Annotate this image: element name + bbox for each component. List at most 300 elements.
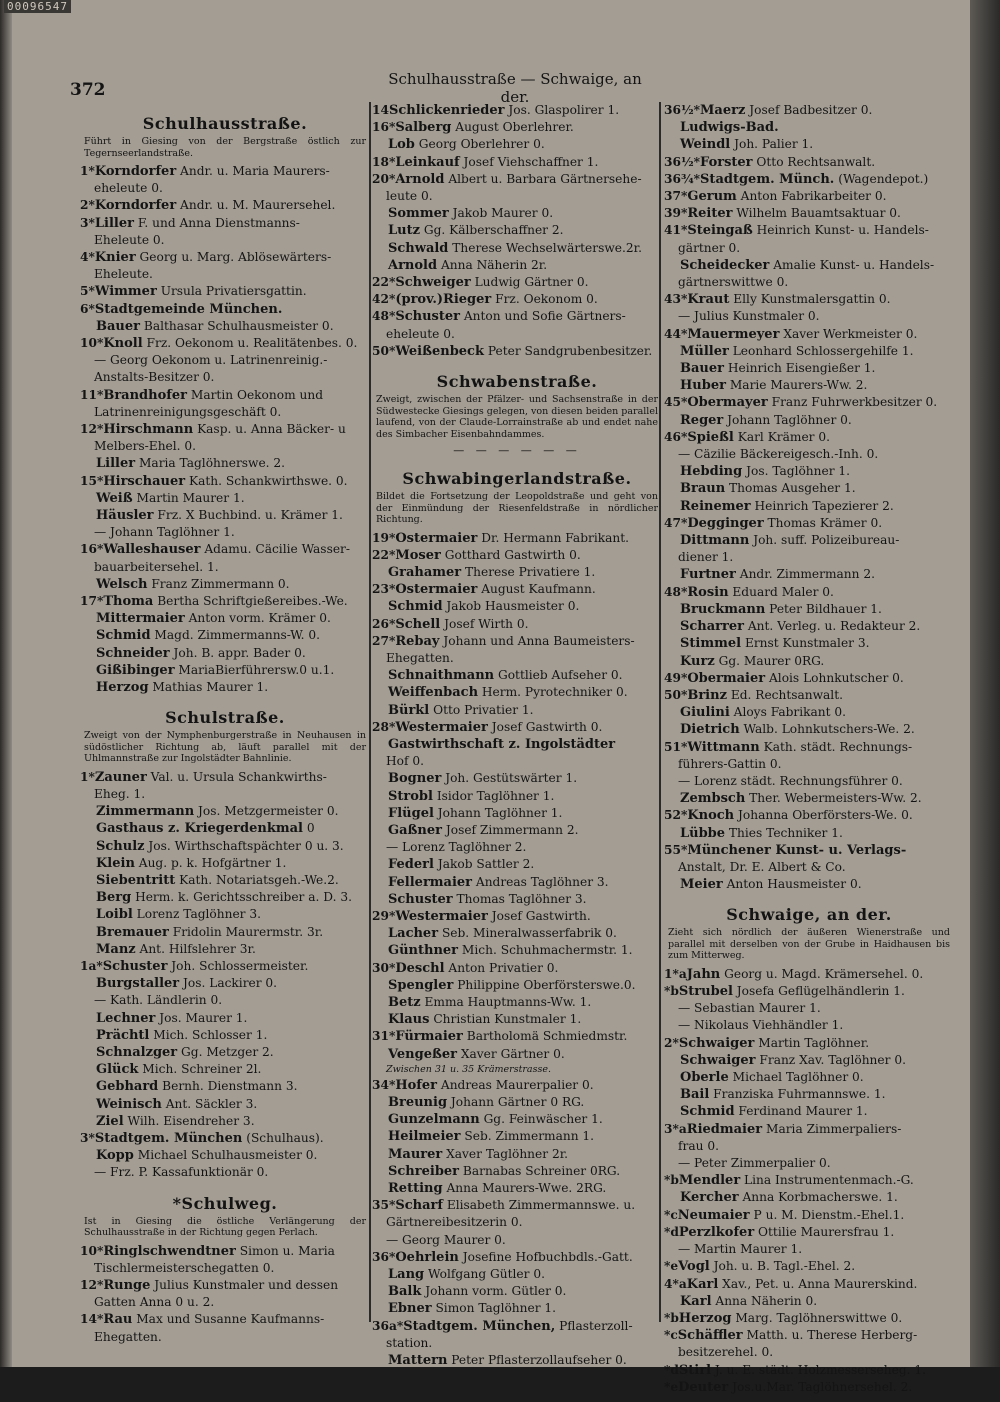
directory-entry <box>80 679 370 696</box>
resident-details: Michael Taglöhner 0. <box>732 1070 864 1085</box>
directory-entry <box>80 1061 370 1078</box>
directory-entry <box>664 429 954 446</box>
resident-details: Johann vorm. Gütler 0. <box>425 1284 567 1299</box>
directory-entry <box>372 598 662 615</box>
resident-name: Hirschauer <box>103 473 186 489</box>
resident-details: Michael Schulhausmeister 0. <box>137 1148 318 1163</box>
directory-entry <box>372 805 662 822</box>
directory-entry <box>80 1044 370 1061</box>
entry-continuation: — Peter Zimmerpalier 0. <box>678 1156 831 1171</box>
resident-name: Ostermaier <box>395 582 478 598</box>
house-number: 26* <box>372 616 396 631</box>
resident-name: Welsch <box>96 576 148 592</box>
directory-entry <box>372 702 662 719</box>
resident-details: Eduard Maler 0. <box>732 584 834 599</box>
resident-details: Anton Fabrikarbeiter 0. <box>740 189 887 204</box>
entry-continuation: Tischlermeisterschegatten 0. <box>94 1260 275 1275</box>
directory-entry <box>664 102 954 119</box>
column-1 <box>80 102 370 1352</box>
resident-details: Josef Gastwirth. <box>491 909 591 924</box>
resident-details: Anton Hausmeister 0. <box>726 877 862 892</box>
resident-details: Xaver Werkmeister 0. <box>783 326 918 341</box>
directory-entry <box>664 807 954 824</box>
resident-name: Bauer <box>680 361 724 377</box>
resident-name: Brandhofer <box>103 387 187 403</box>
resident-name: Müller <box>680 343 729 359</box>
resident-name: Schuster <box>395 309 460 325</box>
resident-details: Christian Kunstmaler 1. <box>433 1012 582 1027</box>
house-number: 39* <box>664 206 688 221</box>
house-number: *d <box>664 1224 679 1239</box>
resident-details: Ernst Kunstmaler 3. <box>744 636 870 651</box>
resident-name: Ebner <box>388 1301 432 1317</box>
street-description: Ist in Giesing die östliche Verlängerung der Schulhausstraße in der Richtung gegen Perlach. <box>84 1215 366 1239</box>
resident-details: Frz. X Buchbind. u. Krämer 1. <box>157 508 343 523</box>
directory-entry <box>80 490 370 507</box>
resident-name: Reger <box>680 412 724 428</box>
resident-name: Reinemer <box>680 498 751 514</box>
directory-entry <box>372 1077 662 1094</box>
resident-details: Johann Taglöhner 0. <box>727 412 852 427</box>
directory-entry <box>80 541 370 558</box>
resident-details: Gg. Feinwäscher 1. <box>483 1112 603 1127</box>
directory-entry <box>664 205 954 222</box>
resident-name: Leinkauf <box>395 154 460 170</box>
resident-details: Andreas Taglöhner 3. <box>475 874 609 889</box>
resident-name: Moser <box>395 547 441 563</box>
entry-continuation: Eheg. 1. <box>94 787 146 801</box>
resident-details: Frz. Oekonom u. Realitätenbes. 0. <box>146 336 358 351</box>
resident-details: Georg Oberlehrer 0. <box>418 137 545 152</box>
entry-continuation: Gatten Anna 0 u. 2. <box>94 1295 215 1310</box>
house-number: 55* <box>664 842 688 857</box>
street-description: Bildet die Fortsetzung der Leopoldstraße und geht von der Einmündung der Riesenfeldstraße in nördlicher Richtung. <box>376 491 658 526</box>
entry-continuation: Ehegatten. <box>94 1329 162 1344</box>
resident-details: Philippine Oberförsterswe.0. <box>457 977 636 992</box>
house-number: 4*a <box>664 1276 687 1291</box>
directory-entry <box>664 584 954 601</box>
house-number: 41* <box>664 223 688 238</box>
resident-name: Stadtgem. Münch. <box>700 171 835 187</box>
directory-entry <box>80 1243 370 1260</box>
resident-details: Walb. Lohnkutschers-We. 2. <box>743 722 915 737</box>
directory-entry <box>80 872 370 889</box>
directory-entry <box>80 1078 370 1095</box>
resident-name: Deuter <box>678 1379 729 1395</box>
house-number: 28* <box>372 719 396 734</box>
directory-entry <box>664 566 954 583</box>
directory-entry <box>372 719 662 736</box>
resident-details: Simon u. Maria <box>239 1243 335 1258</box>
resident-details: Joh. u. B. Tagl.-Ehel. 2. <box>713 1259 856 1274</box>
resident-name: Strobl <box>388 788 433 804</box>
house-number: 15* <box>80 473 104 488</box>
entry-continuation: eheleute 0. <box>94 181 163 196</box>
directory-entry <box>664 790 954 807</box>
directory-entry <box>664 721 954 738</box>
resident-name: Kercher <box>680 1190 739 1206</box>
resident-name: Burgstaller <box>96 976 180 992</box>
resident-details: Gotthard Gastwirth 0. <box>444 547 581 562</box>
resident-details: Therese Privatiere 1. <box>465 564 596 579</box>
resident-name: Jahn <box>686 966 721 982</box>
resident-name: Loibl <box>96 907 133 923</box>
directory-entry <box>664 635 954 652</box>
page-edge-shadow <box>970 0 1000 1367</box>
house-number: 47* <box>664 515 688 530</box>
resident-name: Brinz <box>687 687 727 703</box>
directory-entry <box>372 616 662 633</box>
resident-name: Mendler <box>678 1173 741 1189</box>
directory-entry <box>80 627 370 644</box>
directory-entry <box>372 1111 662 1128</box>
directory-entry <box>372 1163 662 1180</box>
resident-name: Karl <box>686 1276 719 1292</box>
house-number: *d <box>664 1362 679 1377</box>
entry-continuation: Eheleute. <box>94 267 153 282</box>
house-number: 50* <box>664 687 688 702</box>
resident-name: Deschl <box>395 960 445 976</box>
street-section <box>80 114 370 696</box>
resident-name: Neumaier <box>677 1207 750 1223</box>
resident-details: Xaver Taglöhner 2r. <box>446 1146 569 1161</box>
house-number: 36* <box>372 1249 396 1264</box>
resident-details: Ludwig Gärtner 0. <box>474 275 589 290</box>
resident-name: Gerum <box>687 189 737 205</box>
house-number: *c <box>664 1207 678 1222</box>
directory-entry <box>80 249 370 266</box>
resident-details: Jos. Taglöhner 1. <box>746 464 851 479</box>
resident-name: Rebay <box>395 633 440 649</box>
directory-entry <box>664 377 954 394</box>
directory-entry <box>80 662 370 679</box>
directory-entry <box>664 394 954 411</box>
resident-name: Forster <box>700 154 753 170</box>
directory-entry <box>664 1035 954 1052</box>
resident-details: Josef Viehschaffner 1. <box>463 154 599 169</box>
resident-name: Schwaiger <box>678 1035 755 1051</box>
resident-details: Dr. Hermann Fabrikant. <box>481 530 629 545</box>
resident-details: Therese Wechselwärterswe.2r. <box>452 240 642 255</box>
house-number: 48* <box>664 584 688 599</box>
resident-details: Anna Näherin 0. <box>715 1293 818 1308</box>
house-number: 42* <box>372 292 396 307</box>
resident-name: Bruckmann <box>680 601 766 617</box>
directory-entry <box>664 412 954 429</box>
directory-entry <box>372 171 662 188</box>
resident-details: Anton Privatier 0. <box>448 960 559 975</box>
house-number: 14 <box>372 103 389 117</box>
directory-entry <box>372 205 662 222</box>
resident-name: Liller <box>94 215 134 231</box>
resident-name: Schell <box>395 616 441 632</box>
resident-name: Stirl <box>678 1362 712 1378</box>
resident-name: Lechner <box>96 1010 156 1026</box>
resident-name: Meier <box>680 877 723 893</box>
directory-entry <box>372 1352 662 1369</box>
directory-entry <box>372 925 662 942</box>
resident-details: Peter Sandgrubenbesitzer. <box>487 343 653 358</box>
resident-details: Frz. Oekonom 0. <box>495 292 598 307</box>
resident-details: Jos. Lackirer 0. <box>183 976 278 991</box>
resident-details: Alois Lohnkutscher 0. <box>769 670 904 685</box>
resident-name: Westermaier <box>395 909 488 925</box>
resident-details: Xaver Gärtner 0. <box>460 1046 565 1061</box>
resident-details: August Oberlehrer. <box>455 120 574 135</box>
house-number: 18* <box>372 154 396 169</box>
resident-name: Maerz <box>700 103 746 118</box>
directory-entry <box>372 564 662 581</box>
resident-name: Schnalzger <box>96 1045 178 1061</box>
house-number: 22* <box>372 547 396 562</box>
directory-entry <box>664 343 954 360</box>
entry-continuation: führers-Gattin 0. <box>678 756 782 771</box>
directory-entry <box>664 154 954 171</box>
resident-name: Balk <box>388 1284 422 1300</box>
directory-entry <box>664 119 954 136</box>
resident-name: Schwald <box>388 240 449 256</box>
resident-name: Kopp <box>96 1148 134 1164</box>
resident-details: Mich. Schlosser 1. <box>153 1027 268 1042</box>
directory-entry <box>372 770 662 787</box>
resident-name: Liller <box>96 456 136 472</box>
running-header: Schulhausstraße — Schwaige, an der. <box>388 70 642 106</box>
resident-name: Gaßner <box>388 823 442 838</box>
resident-name: Salberg <box>395 120 452 136</box>
resident-details: Anna Korbmacherswe. 1. <box>742 1190 898 1205</box>
resident-details: Josef Badbesitzer 0. <box>749 103 873 117</box>
directory-entry <box>372 581 662 598</box>
resident-name: Schreiber <box>388 1163 460 1179</box>
house-number: 22* <box>372 275 396 290</box>
resident-name: Münchener Kunst- u. Verlags- <box>687 842 907 858</box>
resident-name: Perzlkofer <box>678 1224 755 1240</box>
directory-entry <box>372 343 662 360</box>
resident-name: Günthner <box>388 943 459 959</box>
resident-name: Oehrlein <box>395 1249 459 1265</box>
house-number: 12* <box>80 422 104 437</box>
directory-entry <box>664 876 954 893</box>
resident-details: Simon Taglöhner 1. <box>435 1301 557 1316</box>
directory-entry <box>664 601 954 618</box>
resident-details: Peter Bildhauer 1. <box>769 601 882 616</box>
page-gutter-shadow <box>0 0 12 1367</box>
directory-entry <box>664 1276 954 1293</box>
resident-details: Xav., Pet. u. Anna Maurerskind. <box>722 1276 918 1291</box>
entry-continuation: — Johann Taglöhner 1. <box>94 525 235 540</box>
resident-name: Grahamer <box>388 564 462 580</box>
directory-entry <box>80 1277 370 1294</box>
directory-entry <box>664 983 954 1000</box>
resident-details: Val. u. Ursula Schankwirths- <box>150 769 327 784</box>
directory-entry <box>664 498 954 515</box>
resident-details: Wilh. Eisendreher 3. <box>127 1113 255 1128</box>
resident-name: Korndorfer <box>94 164 177 179</box>
resident-details: Wolfgang Gütler 0. <box>427 1267 545 1282</box>
resident-name: Lacher <box>388 926 439 942</box>
house-number: 2* <box>80 198 95 213</box>
directory-entry <box>372 1180 662 1197</box>
directory-entry <box>372 1249 662 1266</box>
resident-details: Elly Kunstmalersgattin 0. <box>733 292 891 307</box>
resident-name: Weinisch <box>96 1096 162 1112</box>
house-number: 10* <box>80 336 104 351</box>
resident-name: Rau <box>103 1312 133 1328</box>
resident-name: Steingaß <box>687 223 753 239</box>
entry-continuation: Anstalt, Dr. E. Albert & Co. <box>678 859 846 874</box>
house-number: *b <box>664 1173 679 1188</box>
resident-details: Lina Instrumentenmach.-G. <box>744 1173 914 1188</box>
house-number: 29* <box>372 909 396 924</box>
resident-details: Karl Krämer 0. <box>737 429 830 444</box>
resident-name: Gastwirthschaft z. Ingolstädter <box>388 736 616 752</box>
resident-details: Marg. Taglöhnerswittwe 0. <box>735 1310 903 1325</box>
resident-name: Scheidecker <box>680 257 770 273</box>
street-title: Schulstraße. <box>165 708 285 728</box>
entry-continuation: — Georg Maurer 0. <box>386 1232 506 1247</box>
resident-details: Marie Maurers-Ww. 2. <box>729 378 868 393</box>
resident-details: Joh. Gestütswärter 1. <box>445 771 578 786</box>
entry-continuation: — Lorenz Taglöhner 2. <box>386 840 527 855</box>
directory-entry <box>372 960 662 977</box>
resident-name: Scharrer <box>680 619 744 635</box>
resident-name: Klaus <box>388 1012 430 1028</box>
house-number: 16* <box>80 542 104 557</box>
resident-name: Lob <box>388 137 415 153</box>
directory-entry <box>372 154 662 171</box>
directory-entry <box>372 1266 662 1283</box>
resident-name: Lübbe <box>680 825 726 841</box>
street-section <box>664 905 954 1396</box>
resident-details: (Schulhaus). <box>246 1131 324 1146</box>
street-section <box>372 372 662 457</box>
resident-name: Bremauer <box>96 924 169 940</box>
resident-name: Ludwigs-Bad. <box>680 120 779 136</box>
resident-details: Joh. suff. Polizeibureau- <box>753 533 900 548</box>
resident-details: Joh. Palier 1. <box>734 137 814 152</box>
column-2 <box>372 102 662 1375</box>
house-number: 6* <box>80 301 95 316</box>
resident-details: Kath. Notariatsgeh.-We.2. <box>179 873 339 888</box>
resident-name: Oberle <box>680 1070 729 1086</box>
house-number: *c <box>664 1328 678 1343</box>
entry-continuation: Anstalts-Besitzer 0. <box>94 370 215 385</box>
directory-entry <box>372 822 662 839</box>
directory-entry <box>80 924 370 941</box>
entry-note: Zwischen 31 u. 35 Krämerstrasse. <box>386 1063 551 1075</box>
resident-name: Wimmer <box>94 284 157 300</box>
resident-details: P u. M. Dienstm.-Ehel.1. <box>753 1207 905 1222</box>
directory-entry <box>664 360 954 377</box>
resident-details: Josef Zimmermann 2. <box>445 823 579 837</box>
directory-entry <box>372 308 662 325</box>
resident-name: Runge <box>103 1278 151 1294</box>
resident-details: Herm. k. Gerichtsschreiber a. D. 3. <box>135 890 352 905</box>
directory-entry <box>372 1028 662 1045</box>
resident-details: Ant. Säckler 3. <box>165 1096 258 1111</box>
resident-details: Aug. p. k. Hofgärtner 1. <box>138 855 287 870</box>
resident-details: Gottlieb Aufseher 0. <box>497 668 623 683</box>
directory-entry <box>80 283 370 300</box>
resident-name: Mittermaier <box>96 611 185 627</box>
page-number: 372 <box>70 80 106 100</box>
resident-details: Mich. Schuhmachermstr. 1. <box>461 943 633 958</box>
directory-entry <box>80 421 370 438</box>
directory-entry <box>372 942 662 959</box>
street-title: Schulhausstraße. <box>142 114 308 133</box>
resident-name: Giulini <box>680 705 730 721</box>
street-title: Schwabenstraße. <box>436 372 598 392</box>
directory-entry <box>80 163 370 180</box>
entry-continuation: — Lorenz städt. Rechnungsführer 0. <box>678 773 903 788</box>
directory-entry <box>372 1094 662 1111</box>
directory-entry <box>664 480 954 497</box>
entry-continuation: besitzerehel. 0. <box>678 1345 774 1360</box>
resident-details: Franz Fuhrwerkbesitzer 0. <box>771 395 938 410</box>
directory-entry <box>80 455 370 472</box>
entry-continuation: station. <box>386 1335 433 1350</box>
directory-entry <box>664 1052 954 1069</box>
resident-name: Stadtgem. München <box>94 1131 243 1147</box>
entry-continuation: Latrinenreinigungsgeschäft 0. <box>94 404 282 419</box>
directory-entry <box>664 1379 954 1396</box>
resident-details: Franz Zimmermann 0. <box>151 576 290 591</box>
resident-details: Maria Zimmerpaliers- <box>765 1121 902 1136</box>
resident-details: Elisabeth Zimmermannswe. u. <box>446 1198 636 1213</box>
resident-details: Johann Gärtner 0 RG. <box>450 1095 585 1110</box>
resident-name: Glück <box>96 1062 139 1078</box>
street-title: Schwabingerlandstraße. <box>402 469 632 489</box>
resident-details: Balthasar Schulhausmeister 0. <box>143 318 334 333</box>
resident-details: Magd. Zimmermanns-W. 0. <box>154 628 321 643</box>
resident-details: Wilhelm Bauamtsaktuar 0. <box>736 206 901 221</box>
resident-details: Georg u. Magd. Krämersehel. 0. <box>724 966 924 981</box>
resident-name: Wittmann <box>687 739 760 755</box>
directory-entry <box>80 215 370 232</box>
resident-details: Otto Rechtsanwalt. <box>756 154 876 169</box>
street-description: Zweigt, zwischen der Pfälzer- und Sachsenstraße in der Südwestecke Giesings gelegen, von diesen beiden parallel laufend, von der Claude-Lorrainstraße ab und endet nahe des Simbacher Eisenbahndammes. <box>376 394 658 440</box>
directory-entry <box>80 906 370 923</box>
entry-continuation: — Cäzilie Bäckereigesch.-Inh. 0. <box>678 447 879 462</box>
resident-details: Johann Taglöhner 1. <box>437 805 563 820</box>
resident-details: Ursula Privatiersgattin. <box>160 284 307 299</box>
resident-name: Ringlschwendtner <box>103 1243 236 1259</box>
directory-entry <box>372 891 662 908</box>
directory-entry <box>80 593 370 610</box>
resident-name: Bauer <box>96 318 140 334</box>
resident-name: Weindl <box>680 137 731 153</box>
directory-entry <box>80 803 370 820</box>
resident-name: Thoma <box>103 594 154 610</box>
directory-entry <box>80 1113 370 1130</box>
house-number: 31* <box>372 1029 396 1044</box>
resident-name: Federl <box>388 857 434 873</box>
resident-name: Dietrich <box>680 722 740 738</box>
resident-details: Andr. u. Maria Maurers- <box>180 164 330 178</box>
resident-name: Betz <box>388 995 421 1011</box>
resident-name: Arnold <box>395 171 445 187</box>
entry-continuation: Gärtnereibesitzerin 0. <box>386 1215 523 1230</box>
street-section <box>664 102 954 893</box>
resident-name: Knoll <box>103 336 143 352</box>
directory-entry <box>80 941 370 958</box>
resident-name: Dittmann <box>680 533 750 549</box>
directory-entry <box>372 274 662 291</box>
house-number: 19* <box>372 530 396 545</box>
resident-name: Schmid <box>680 1104 735 1120</box>
directory-entry <box>372 257 662 274</box>
resident-details: J. u. E. städt. Holzmesserseheg. 1. <box>714 1362 927 1377</box>
